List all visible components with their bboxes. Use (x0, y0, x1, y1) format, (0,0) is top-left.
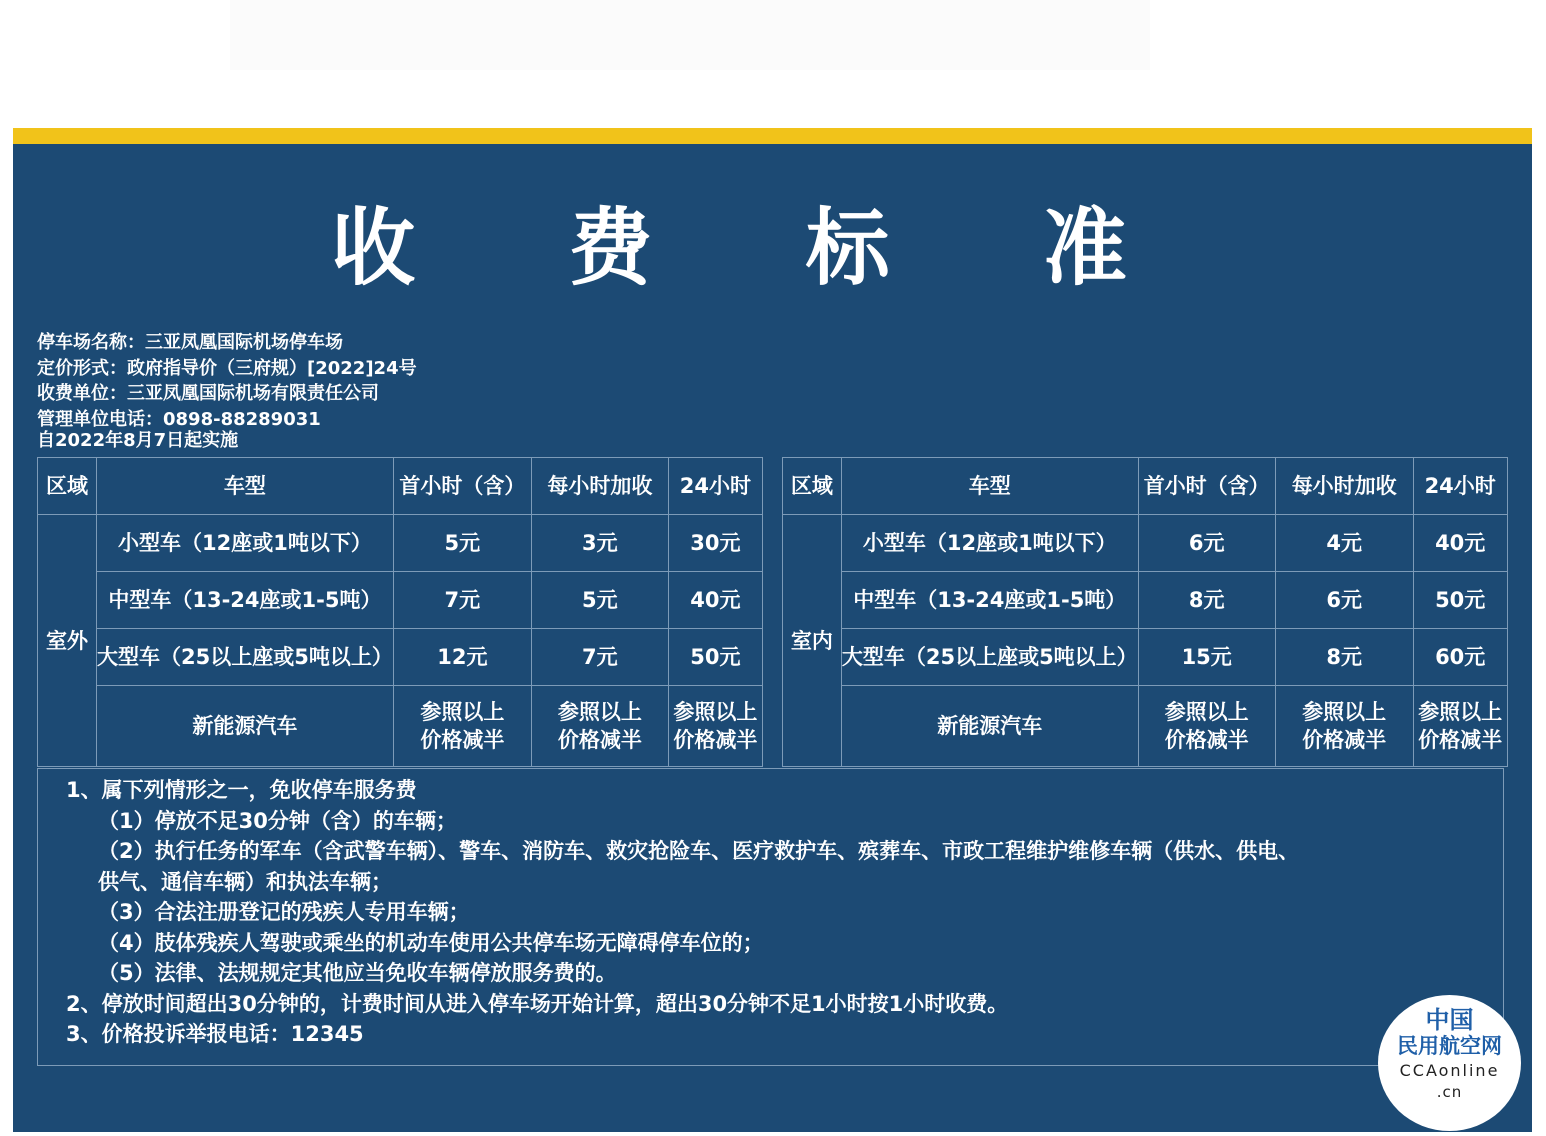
vehicle-type-cell: 小型车（12座或1吨以下） (841, 515, 1138, 572)
top-background (230, 0, 1150, 70)
header-24-hours: 24小时 (1413, 458, 1507, 515)
header-per-hour: 每小时加收 (531, 458, 668, 515)
notes-box (37, 768, 1504, 1066)
logo-line-1: 中国 (1425, 1006, 1474, 1034)
logo-line-2: 民用航空网 (1397, 1034, 1502, 1058)
header-24-hours: 24小时 (668, 458, 762, 515)
note-item: 2、停放时间超出30分钟的，计费时间从进入停车场开始计算，超出30分钟不足1小时按1小时收费。 (66, 991, 1009, 1016)
price-cell: 参照以上 价格减半 (531, 686, 668, 767)
note-item: （2）执行任务的军车（含武警车辆）、警车、消防车、救灾抢险车、医疗救护车、殡葬车、市政工程维护维修车辆（供水、供电、 (98, 839, 1300, 863)
logo-line-3: CCAonline (1399, 1061, 1500, 1080)
price-cell: 6元 (1275, 572, 1413, 629)
header-zone: 区域 (38, 458, 97, 515)
header-vehicle-type: 车型 (97, 458, 394, 515)
vehicle-type-cell: 大型车（25以上座或5吨以上） (841, 629, 1138, 686)
price-cell: 60元 (1413, 629, 1507, 686)
price-cell: 参照以上 价格减半 (1413, 686, 1507, 767)
charging-unit: 收费单位：三亚凤凰国际机场有限责任公司 (37, 383, 379, 404)
notes-list (66, 775, 1486, 1050)
header-vehicle-type: 车型 (841, 458, 1138, 515)
accent-bar (13, 128, 1532, 144)
price-cell: 参照以上 价格减半 (1138, 686, 1275, 767)
header-per-hour: 每小时加收 (1275, 458, 1413, 515)
price-cell: 5元 (393, 515, 531, 572)
zone-outdoor: 室外 (38, 515, 97, 767)
vehicle-type-cell: 大型车（25以上座或5吨以上） (97, 629, 394, 686)
price-cell: 参照以上 价格减半 (1275, 686, 1413, 767)
price-cell: 5元 (531, 572, 668, 629)
vehicle-type-cell: 新能源汽车 (841, 686, 1138, 767)
price-cell: 15元 (1138, 629, 1275, 686)
price-cell: 40元 (1413, 515, 1507, 572)
price-cell: 30元 (668, 515, 762, 572)
vehicle-type-cell: 小型车（12座或1吨以下） (97, 515, 394, 572)
price-cell: 7元 (531, 629, 668, 686)
price-cell: 7元 (393, 572, 531, 629)
vehicle-type-cell: 中型车（13-24座或1-5吨） (841, 572, 1138, 629)
pricing-form: 定价形式：政府指导价（三府规）[2022]24号 (37, 357, 417, 379)
header-zone: 区域 (782, 458, 841, 515)
note-item: 3、价格投诉举报电话：12345 (66, 1022, 364, 1046)
price-cell: 3元 (531, 515, 668, 572)
price-cell: 40元 (668, 572, 762, 629)
vehicle-type-cell: 新能源汽车 (97, 686, 394, 767)
price-cell: 8元 (1275, 629, 1413, 686)
column-gap (762, 458, 782, 767)
price-cell: 50元 (668, 629, 762, 686)
note-item: （1）停放不足30分钟（含）的车辆； (98, 808, 457, 833)
management-phone: 管理单位电话：0898-88289031 (37, 408, 321, 430)
price-cell: 参照以上 价格减半 (668, 686, 762, 767)
note-item: 1、属下列情形之一，免收停车服务费 (66, 778, 417, 802)
zone-indoor: 室内 (782, 515, 841, 767)
price-cell: 参照以上 价格减半 (393, 686, 531, 767)
logo-line-4: .cn (1436, 1083, 1463, 1101)
lot-name: 停车场名称：三亚凤凰国际机场停车场 (37, 332, 343, 353)
parking-info (37, 330, 417, 450)
price-cell: 4元 (1275, 515, 1413, 572)
effective-date: 自2022年8月7日起实施 (37, 430, 239, 451)
note-item: （5）法律、法规规定其他应当免收车辆停放服务费的。 (98, 961, 617, 985)
price-cell: 6元 (1138, 515, 1275, 572)
price-cell: 50元 (1413, 572, 1507, 629)
vehicle-type-cell: 中型车（13-24座或1-5吨） (97, 572, 394, 629)
table-header-row (38, 458, 1508, 515)
note-item: 供气、通信车辆）和执法车辆； (98, 869, 392, 894)
page-title: 收 费 标 准 (331, 199, 1189, 297)
header-first-hour: 首小时（含） (1138, 458, 1275, 515)
header-first-hour: 首小时（含） (393, 458, 531, 515)
ccaonline-logo (1378, 995, 1521, 1131)
note-item: （3）合法注册登记的残疾人专用车辆； (98, 900, 470, 924)
price-cell: 12元 (393, 629, 531, 686)
note-item: （4）肢体残疾人驾驶或乘坐的机动车使用公共停车场无障碍停车位的； (98, 930, 764, 955)
fee-table (37, 457, 1508, 767)
price-cell: 8元 (1138, 572, 1275, 629)
